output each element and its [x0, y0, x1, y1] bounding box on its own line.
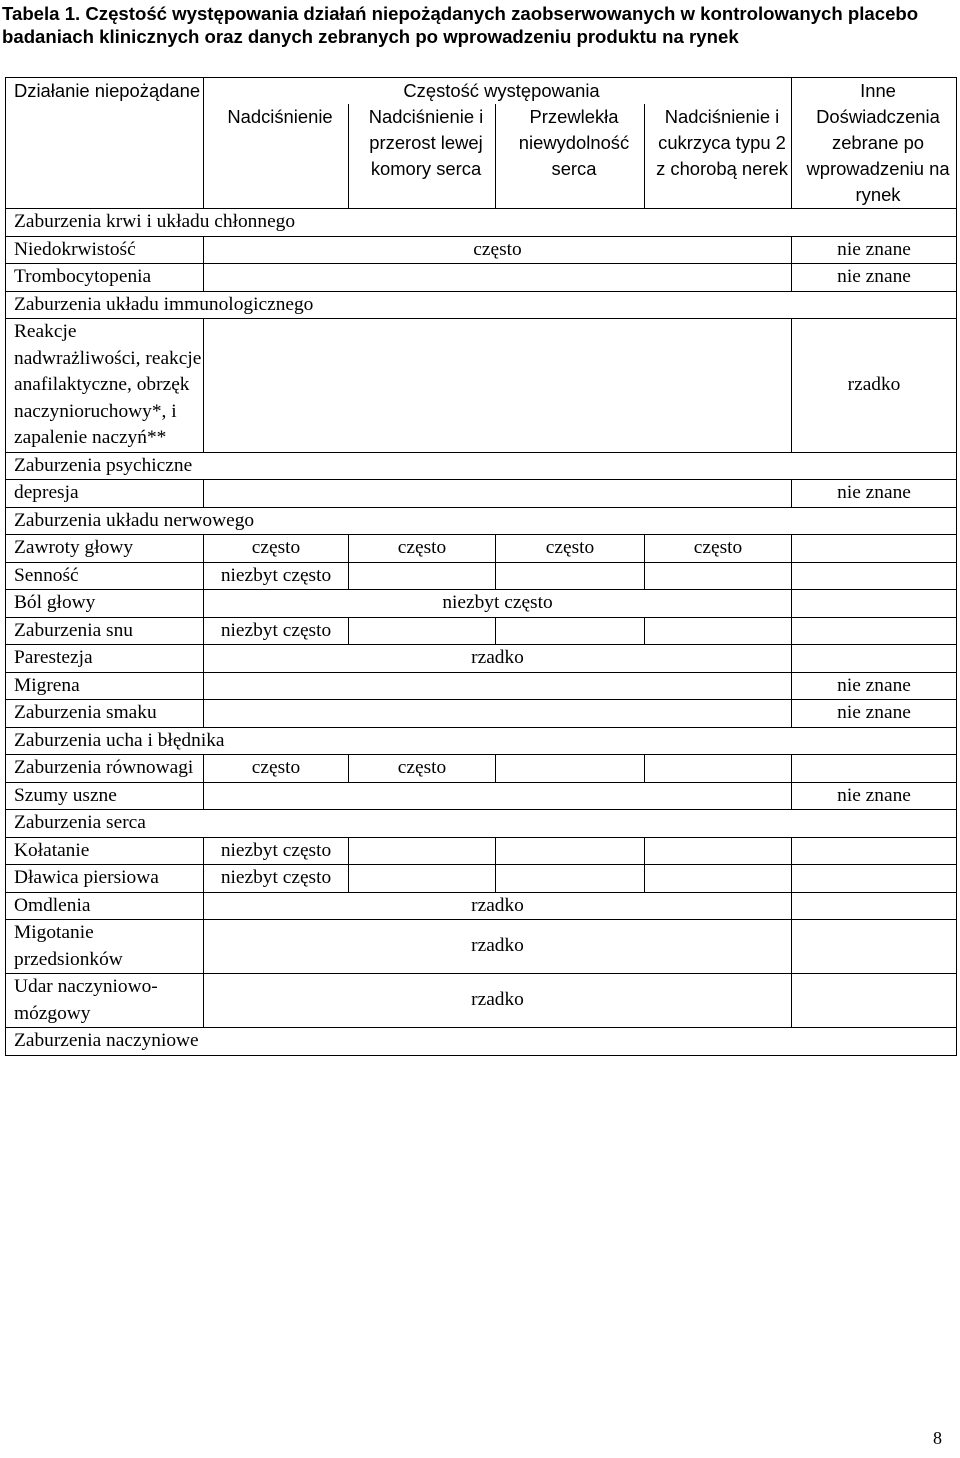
frequency-chf: [496, 837, 645, 865]
frequency-value: rzadko: [204, 920, 792, 974]
frequency-htn-lvh: [349, 865, 496, 893]
table-row: [6, 865, 957, 893]
post-marketing-value: nie znane: [792, 480, 957, 508]
post-marketing-value: [792, 837, 957, 865]
table-row: [6, 590, 957, 618]
table-row: [6, 892, 957, 920]
section-row: [6, 507, 957, 535]
post-marketing-value: nie znane: [792, 236, 957, 264]
table-row: [6, 319, 957, 453]
section-row: [6, 452, 957, 480]
header-htn-dm: Nadciśnienie i cukrzyca typu 2 z chorobą nerek: [645, 104, 792, 209]
header-htn: Nadciśnienie: [204, 104, 349, 209]
header-other-group: Inne: [792, 78, 957, 105]
post-marketing-value: [792, 590, 957, 618]
table-row: [6, 700, 957, 728]
section-row: [6, 209, 957, 237]
event-name: Zaburzenia snu: [6, 617, 204, 645]
frequency-value: rzadko: [204, 974, 792, 1028]
frequency-value: rzadko: [204, 892, 792, 920]
frequency-chf: często: [496, 535, 645, 563]
table-row: [6, 645, 957, 673]
frequency-htn-dm: często: [645, 535, 792, 563]
frequency-htn: niezbyt często: [204, 865, 349, 893]
frequency-htn-lvh: często: [349, 535, 496, 563]
frequency-chf: [496, 617, 645, 645]
frequency-htn-lvh: często: [349, 755, 496, 783]
post-marketing-value: rzadko: [792, 319, 957, 453]
event-name: Ból głowy: [6, 590, 204, 618]
header-event: Działanie niepożądane: [6, 78, 204, 105]
post-marketing-value: [792, 535, 957, 563]
frequency-htn: często: [204, 535, 349, 563]
section-title: Zaburzenia układu nerwowego: [6, 507, 957, 535]
page-number: 8: [933, 1428, 942, 1448]
event-name: Niedokrwistość: [6, 236, 204, 264]
frequency-value: często: [204, 236, 792, 264]
post-marketing-value: [792, 892, 957, 920]
event-name: Dławica piersiowa: [6, 865, 204, 893]
section-row: [6, 810, 957, 838]
header-row-columns: [6, 104, 957, 209]
post-marketing-value: nie znane: [792, 700, 957, 728]
header-event-cont: [6, 104, 204, 209]
frequency-htn: często: [204, 755, 349, 783]
frequency-htn: niezbyt często: [204, 837, 349, 865]
post-marketing-value: [792, 865, 957, 893]
event-name: Parestezja: [6, 645, 204, 673]
table-row: [6, 264, 957, 292]
header-htn-lvh: Nadciśnienie i przerost lewej komory serca: [349, 104, 496, 209]
frequency-htn-dm: [645, 865, 792, 893]
frequency-chf: [496, 865, 645, 893]
event-name: depresja: [6, 480, 204, 508]
table-row: [6, 480, 957, 508]
table-row: [6, 974, 957, 1028]
table-row: [6, 617, 957, 645]
table-row: [6, 535, 957, 563]
table-row: [6, 920, 957, 974]
section-row: [6, 1028, 957, 1056]
table-row: [6, 562, 957, 590]
post-marketing-value: [792, 617, 957, 645]
event-name: Senność: [6, 562, 204, 590]
frequency-htn-lvh: [349, 562, 496, 590]
frequency-htn: niezbyt często: [204, 562, 349, 590]
table-row: [6, 782, 957, 810]
frequency-empty: [204, 700, 792, 728]
frequency-chf: [496, 755, 645, 783]
event-name: Kołatanie: [6, 837, 204, 865]
frequency-htn: niezbyt często: [204, 617, 349, 645]
post-marketing-value: [792, 755, 957, 783]
table-row: [6, 672, 957, 700]
section-row: [6, 291, 957, 319]
event-name: Migrena: [6, 672, 204, 700]
frequency-htn-dm: [645, 837, 792, 865]
frequency-htn-dm: [645, 617, 792, 645]
section-row: [6, 727, 957, 755]
event-name: Omdlenia: [6, 892, 204, 920]
post-marketing-value: [792, 974, 957, 1028]
post-marketing-value: [792, 562, 957, 590]
section-title: Zaburzenia krwi i układu chłonnego: [6, 209, 957, 237]
event-name: Zaburzenia smaku: [6, 700, 204, 728]
table-row: [6, 236, 957, 264]
header-frequency-group: Częstość występowania: [204, 78, 792, 105]
frequency-htn-lvh: [349, 837, 496, 865]
header-post-marketing: Doświadczenia zebrane po wprowadzeniu na rynek: [792, 104, 957, 209]
event-name: Trombocytopenia: [6, 264, 204, 292]
frequency-chf: [496, 562, 645, 590]
event-name: Udar naczyniowo-mózgowy: [6, 974, 204, 1028]
event-name: Zaburzenia równowagi: [6, 755, 204, 783]
event-name: Szumy uszne: [6, 782, 204, 810]
frequency-value: niezbyt często: [204, 590, 792, 618]
frequency-htn-dm: [645, 562, 792, 590]
post-marketing-value: nie znane: [792, 782, 957, 810]
frequency-empty: [204, 264, 792, 292]
table-caption: Tabela 1. Częstość występowania działań niepożądanych zaobserwowanych w kontrolowanych placebo badaniach klinicznych oraz danych zebranych po wprowadzeniu produktu na rynek: [2, 3, 919, 47]
section-title: Zaburzenia naczyniowe: [6, 1028, 957, 1056]
event-name: Zawroty głowy: [6, 535, 204, 563]
section-title: Zaburzenia serca: [6, 810, 957, 838]
adverse-events-table: [5, 77, 957, 1056]
header-chf: Przewlekła niewydolność serca: [496, 104, 645, 209]
post-marketing-value: [792, 920, 957, 974]
frequency-value: rzadko: [204, 645, 792, 673]
section-title: Zaburzenia psychiczne: [6, 452, 957, 480]
post-marketing-value: nie znane: [792, 672, 957, 700]
event-name: Reakcje nadwrażliwości, reakcje anafilaktyczne, obrzęk naczynioruchowy*, i zapalenie naczyń**: [6, 319, 204, 453]
frequency-empty: [204, 672, 792, 700]
post-marketing-value: nie znane: [792, 264, 957, 292]
section-title: Zaburzenia ucha i błędnika: [6, 727, 957, 755]
event-name: Migotanie przedsionków: [6, 920, 204, 974]
section-title: Zaburzenia układu immunologicznego: [6, 291, 957, 319]
frequency-htn-lvh: [349, 617, 496, 645]
post-marketing-value: [792, 645, 957, 673]
table-row: [6, 837, 957, 865]
frequency-htn-dm: [645, 755, 792, 783]
frequency-empty: [204, 480, 792, 508]
header-row-group: [6, 78, 957, 105]
frequency-empty: [204, 319, 792, 453]
frequency-empty: [204, 782, 792, 810]
table-row: [6, 755, 957, 783]
